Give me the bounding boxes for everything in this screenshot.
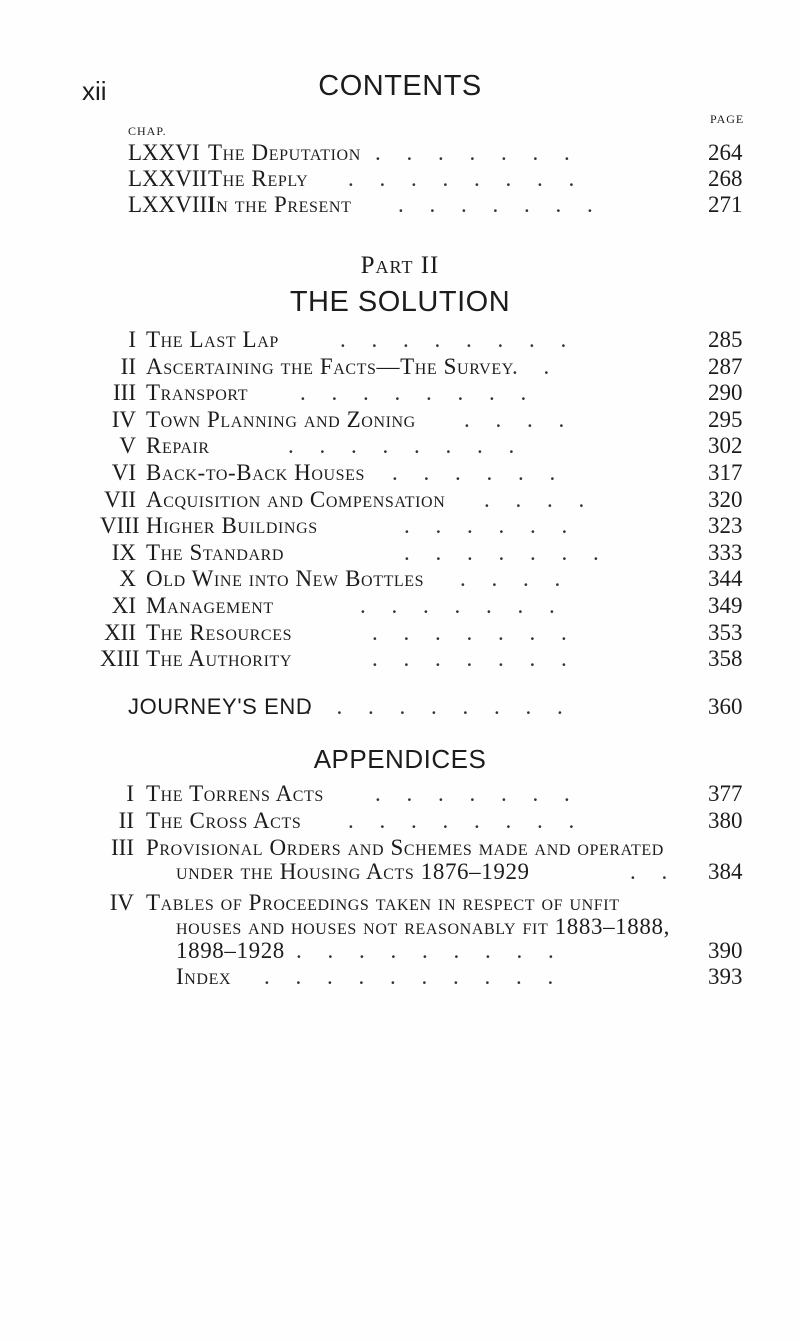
appendix-title-line: houses and houses not reasonably fit 1883–1888, — [176, 914, 670, 939]
chapter-number: III — [113, 380, 136, 406]
leader-dots: . . . . . . . — [372, 619, 577, 645]
toc-entry[interactable] — [0, 781, 800, 811]
leader-dots: . . . . . . . . — [348, 166, 585, 191]
leader-dots: . . . . . . . — [372, 646, 577, 672]
chapter-number: XIII — [100, 646, 140, 672]
leader-dots: . . — [512, 353, 560, 379]
chapter-number: IX — [111, 539, 136, 565]
leader-dots: . . . . . . — [404, 513, 578, 539]
chapter-title: In the Present — [208, 192, 352, 217]
page-folio: xii — [82, 76, 107, 106]
part-title: THE SOLUTION — [289, 286, 511, 318]
chapter-title: The Last Lap — [146, 327, 279, 352]
page-number: 287 — [708, 353, 743, 379]
page-number: 320 — [708, 486, 743, 512]
chap-column-label: CHAP. — [128, 124, 167, 138]
leader-dots: . . . . . . . — [375, 140, 580, 165]
page-number: 271 — [708, 192, 743, 217]
toc-entry[interactable] — [0, 964, 800, 994]
chapter-title: Repair — [146, 433, 210, 459]
appendix-title: The Cross Acts — [146, 808, 302, 833]
toc-entry[interactable] — [0, 540, 800, 570]
chapter-number: VII — [104, 486, 136, 512]
page-number: 358 — [708, 646, 743, 672]
chapter-title: The Reply — [208, 166, 309, 191]
page-column-label: PAGE — [710, 112, 745, 126]
toc-entry[interactable] — [0, 380, 800, 410]
page-number: 384 — [708, 859, 743, 884]
leader-dots: . . . . . . . . . — [305, 694, 573, 719]
chapter-number: VI — [111, 460, 136, 485]
page-number: 302 — [708, 433, 743, 459]
chapter-number: I — [128, 327, 136, 352]
leader-dots: . . . . . . . — [375, 781, 580, 806]
page-number: 323 — [708, 513, 743, 539]
toc-entry[interactable] — [0, 433, 800, 463]
toc-entry[interactable] — [0, 593, 800, 623]
toc-entry[interactable] — [0, 808, 800, 838]
chapter-title: Town Planning and Zoning — [146, 406, 416, 432]
chapter-number: XI — [111, 593, 136, 618]
page-number: 268 — [708, 166, 743, 191]
page-number: 290 — [708, 380, 743, 406]
leader-dots: . . . . . . — [392, 460, 566, 485]
page-number: 317 — [708, 460, 743, 485]
chapter-number: LXXVI — [128, 140, 200, 165]
appendix-number: III — [111, 835, 134, 860]
page-number: 285 — [708, 327, 743, 352]
chapter-title: Old Wine into New Bottles — [146, 566, 425, 592]
page-number: 393 — [708, 964, 743, 989]
leader-dots: . . . . . . . . — [340, 327, 577, 352]
part-label: Part II — [360, 252, 440, 279]
chapter-number: VIII — [100, 513, 140, 539]
page-number: 349 — [708, 593, 743, 618]
appendix-title-line: Provisional Orders and Schemes made and operated — [146, 835, 664, 860]
chapter-title: Back-to-Back Houses — [146, 460, 366, 485]
page-title: CONTENTS — [318, 70, 482, 102]
toc-entry[interactable] — [0, 192, 800, 222]
appendix-title-line: under the Housing Acts 1876–1929 — [176, 859, 530, 884]
section-title: JOURNEY'S END — [128, 694, 313, 719]
page-number: 380 — [708, 808, 743, 833]
leader-dots: . . . . . . . . — [300, 380, 537, 406]
chapter-title: The Authority — [146, 646, 293, 672]
toc-entry[interactable] — [0, 694, 800, 724]
chapter-title: Management — [146, 593, 274, 618]
chapter-number: II — [120, 353, 136, 379]
toc-entry[interactable] — [0, 354, 800, 384]
chapter-title: Acquisition and Compensation — [146, 486, 446, 512]
appendix-title-line: Tables of Proceedings taken in respect of unfit — [146, 890, 620, 915]
leader-dots: . . . . . . . . . — [296, 938, 564, 963]
appendix-number: I — [126, 781, 134, 806]
chapter-number: LXXVIII — [128, 192, 215, 217]
toc-entry[interactable] — [0, 620, 800, 650]
leader-dots: . . . . . . . . — [348, 808, 585, 833]
page-number: 333 — [708, 539, 743, 565]
chapter-title: Higher Buildings — [146, 513, 318, 539]
page-number: 344 — [708, 566, 743, 592]
chapter-number: X — [119, 566, 136, 592]
toc-entry[interactable] — [0, 407, 800, 437]
chapter-title: Transport — [146, 380, 249, 406]
chapter-title: The Deputation — [208, 140, 361, 165]
page-number: 264 — [708, 140, 743, 165]
appendix-title-line: 1898–1928 — [176, 938, 285, 963]
toc-entry[interactable] — [0, 513, 800, 543]
toc-entry[interactable] — [0, 460, 800, 490]
leader-dots: . . . . — [460, 566, 571, 592]
page-number: 295 — [708, 406, 743, 432]
toc-entry[interactable] — [0, 646, 800, 676]
page-number: 377 — [708, 781, 743, 806]
toc-entry-continued — [0, 859, 800, 889]
toc-entry[interactable] — [0, 566, 800, 596]
toc-entry[interactable] — [0, 327, 800, 357]
chapter-title: The Standard — [146, 539, 285, 565]
chapter-title: Ascertaining the Facts—The Survey — [146, 353, 514, 379]
toc-entry[interactable] — [0, 487, 800, 517]
index-title: Index — [176, 964, 232, 989]
appendix-number: II — [118, 808, 134, 833]
leader-dots: . . . . — [484, 486, 595, 512]
appendices-title: APPENDICES — [313, 744, 487, 774]
appendix-number: IV — [109, 890, 134, 915]
chapter-number: V — [119, 433, 136, 459]
page-number: 360 — [708, 694, 743, 719]
leader-dots: . . . . . . . — [360, 593, 565, 618]
page-number: 353 — [708, 619, 743, 645]
leader-dots: . . . . . . . — [404, 539, 609, 565]
appendix-title: The Torrens Acts — [146, 781, 324, 806]
chapter-number: XII — [104, 619, 136, 645]
chapter-title: The Resources — [146, 619, 293, 645]
leader-dots: . . . . — [464, 406, 575, 432]
leader-dots: . . . . . . . — [398, 192, 603, 217]
page-number: 390 — [708, 938, 743, 963]
leader-dots: . . . . . . . . . . — [264, 964, 564, 989]
chapter-number: IV — [111, 406, 136, 432]
leader-dots: . . — [630, 859, 678, 884]
leader-dots: . . . . . . . . — [288, 433, 525, 459]
chapter-number: LXXVII — [128, 166, 208, 191]
